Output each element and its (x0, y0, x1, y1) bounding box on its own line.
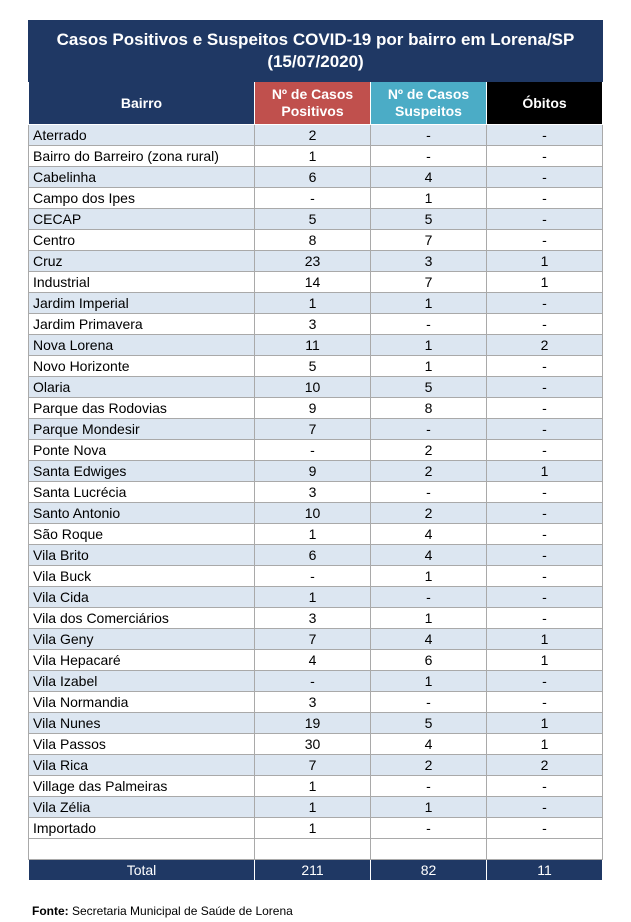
cell-obitos: - (487, 230, 603, 251)
cell-suspeitos: 7 (371, 230, 487, 251)
blank-row (29, 839, 603, 860)
cell-suspeitos: 4 (371, 524, 487, 545)
table-row (29, 503, 603, 524)
cell-obitos: - (487, 167, 603, 188)
table-row (29, 776, 603, 797)
table-row (29, 188, 603, 209)
cell-suspeitos: 1 (371, 293, 487, 314)
cell-obitos: 1 (487, 629, 603, 650)
table-row (29, 650, 603, 671)
header-suspeitos: Nº de Casos Suspeitos (371, 82, 487, 125)
cell-bairro: Village das Palmeiras (29, 776, 255, 797)
cell-bairro: Vila Izabel (29, 671, 255, 692)
cell-suspeitos: 2 (371, 755, 487, 776)
cell-bairro: Vila Buck (29, 566, 255, 587)
table-row (29, 671, 603, 692)
cell-obitos: - (487, 566, 603, 587)
cell-positivos: - (255, 440, 371, 461)
cell-positivos: 2 (255, 125, 371, 146)
cell-obitos: - (487, 776, 603, 797)
cell-obitos: 1 (487, 251, 603, 272)
cell-positivos: 7 (255, 629, 371, 650)
cell-positivos: 7 (255, 755, 371, 776)
cell-suspeitos: 5 (371, 377, 487, 398)
total-obitos: 11 (487, 860, 603, 881)
cell-obitos: 2 (487, 755, 603, 776)
header-bairro: Bairro (29, 82, 255, 125)
table-row (29, 335, 603, 356)
cell-positivos: 11 (255, 335, 371, 356)
cell-bairro: Vila Brito (29, 545, 255, 566)
cell-positivos: 6 (255, 167, 371, 188)
cell-positivos: 1 (255, 524, 371, 545)
cell-suspeitos: 3 (371, 251, 487, 272)
table-row (29, 734, 603, 755)
cell-bairro: Olaria (29, 377, 255, 398)
cell-suspeitos: 2 (371, 461, 487, 482)
cell-bairro: Industrial (29, 272, 255, 293)
cell-bairro: Bairro do Barreiro (zona rural) (29, 146, 255, 167)
cell-positivos: - (255, 566, 371, 587)
cell-bairro: Aterrado (29, 125, 255, 146)
cell-obitos: 1 (487, 713, 603, 734)
cell-positivos: 5 (255, 356, 371, 377)
cell-positivos: 1 (255, 587, 371, 608)
table-row (29, 356, 603, 377)
table-row (29, 419, 603, 440)
cell-bairro: Vila Nunes (29, 713, 255, 734)
total-positivos: 211 (255, 860, 371, 881)
table-row (29, 608, 603, 629)
cell-obitos: 1 (487, 650, 603, 671)
source-label: Fonte: (32, 904, 69, 918)
table-row (29, 587, 603, 608)
table-row (29, 314, 603, 335)
cell-suspeitos: 1 (371, 356, 487, 377)
cell-bairro: Jardim Primavera (29, 314, 255, 335)
table-row (29, 629, 603, 650)
table-row (29, 209, 603, 230)
cell-obitos: 2 (487, 335, 603, 356)
cell-bairro: Vila Rica (29, 755, 255, 776)
table-row (29, 398, 603, 419)
table-row (29, 566, 603, 587)
cell-obitos: - (487, 692, 603, 713)
cell-bairro: Vila Normandia (29, 692, 255, 713)
header-obitos: Óbitos (487, 82, 603, 125)
cell-obitos: 1 (487, 734, 603, 755)
cell-suspeitos: 1 (371, 566, 487, 587)
cell-obitos: - (487, 608, 603, 629)
cell-bairro: Vila dos Comerciários (29, 608, 255, 629)
cell-positivos: 23 (255, 251, 371, 272)
cell-positivos: 8 (255, 230, 371, 251)
covid-table-container (28, 20, 602, 881)
cell-obitos: - (487, 587, 603, 608)
cell-positivos: 10 (255, 503, 371, 524)
cell-obitos: - (487, 125, 603, 146)
table-row (29, 440, 603, 461)
cell-bairro: Santo Antonio (29, 503, 255, 524)
cell-positivos: 1 (255, 293, 371, 314)
cell-positivos: 6 (255, 545, 371, 566)
cell-obitos: - (487, 545, 603, 566)
table-row (29, 713, 603, 734)
cell-positivos: 3 (255, 314, 371, 335)
cell-suspeitos: 4 (371, 167, 487, 188)
source-text: Secretaria Municipal de Saúde de Lorena (72, 904, 293, 918)
cell-positivos: 9 (255, 398, 371, 419)
header-positivos: Nº de Casos Positivos (255, 82, 371, 125)
cell-obitos: - (487, 671, 603, 692)
header-row (29, 82, 603, 125)
source-note (32, 904, 293, 918)
cell-obitos: 1 (487, 461, 603, 482)
cell-positivos: 30 (255, 734, 371, 755)
cell-suspeitos: 8 (371, 398, 487, 419)
cell-obitos: - (487, 419, 603, 440)
cell-obitos: - (487, 503, 603, 524)
cell-positivos: 19 (255, 713, 371, 734)
cell-positivos: 3 (255, 608, 371, 629)
cell-bairro: Cruz (29, 251, 255, 272)
cell-suspeitos: - (371, 419, 487, 440)
cell-bairro: Centro (29, 230, 255, 251)
cell-suspeitos: - (371, 692, 487, 713)
table-row (29, 272, 603, 293)
table-row (29, 482, 603, 503)
table-row (29, 146, 603, 167)
cell-suspeitos: 7 (371, 272, 487, 293)
cell-suspeitos: - (371, 818, 487, 839)
cell-bairro: Santa Lucrécia (29, 482, 255, 503)
cell-suspeitos: - (371, 776, 487, 797)
cell-positivos: 9 (255, 461, 371, 482)
cell-suspeitos: 1 (371, 608, 487, 629)
table-row (29, 692, 603, 713)
table-row (29, 755, 603, 776)
cell-bairro: Vila Cida (29, 587, 255, 608)
cell-bairro: Vila Zélia (29, 797, 255, 818)
cell-obitos: - (487, 293, 603, 314)
cell-bairro: Vila Passos (29, 734, 255, 755)
cell-obitos: - (487, 398, 603, 419)
cell-obitos: - (487, 797, 603, 818)
cell-suspeitos: 1 (371, 335, 487, 356)
cell-obitos: - (487, 482, 603, 503)
cell-suspeitos: 5 (371, 713, 487, 734)
table-row (29, 797, 603, 818)
table-row (29, 524, 603, 545)
table-row (29, 545, 603, 566)
cell-obitos: - (487, 818, 603, 839)
cell-positivos: - (255, 671, 371, 692)
cell-suspeitos: 5 (371, 209, 487, 230)
cell-bairro: Ponte Nova (29, 440, 255, 461)
total-label: Total (29, 860, 255, 881)
cell-positivos: 14 (255, 272, 371, 293)
table-row (29, 377, 603, 398)
cell-bairro: Santa Edwiges (29, 461, 255, 482)
cell-positivos: - (255, 188, 371, 209)
cell-suspeitos: - (371, 314, 487, 335)
cell-bairro: Parque Mondesir (29, 419, 255, 440)
cell-obitos: - (487, 146, 603, 167)
cell-suspeitos: 1 (371, 671, 487, 692)
cell-positivos: 5 (255, 209, 371, 230)
cell-bairro: Parque das Rodovias (29, 398, 255, 419)
cell-obitos: - (487, 377, 603, 398)
cell-bairro: Cabelinha (29, 167, 255, 188)
cell-suspeitos: 6 (371, 650, 487, 671)
total-suspeitos: 82 (371, 860, 487, 881)
cell-bairro: Vila Hepacaré (29, 650, 255, 671)
cell-positivos: 10 (255, 377, 371, 398)
cell-positivos: 3 (255, 692, 371, 713)
cell-bairro: Nova Lorena (29, 335, 255, 356)
cell-positivos: 7 (255, 419, 371, 440)
cell-suspeitos: 1 (371, 797, 487, 818)
cell-suspeitos: 4 (371, 734, 487, 755)
cell-bairro: Importado (29, 818, 255, 839)
cell-positivos: 1 (255, 797, 371, 818)
table-title: Casos Positivos e Suspeitos COVID-19 por bairro em Lorena/SP (15/07/2020) (29, 21, 603, 82)
cell-suspeitos: - (371, 125, 487, 146)
cell-suspeitos: - (371, 482, 487, 503)
cell-suspeitos: 2 (371, 503, 487, 524)
covid-table (28, 20, 603, 881)
cell-bairro: Vila Geny (29, 629, 255, 650)
cell-suspeitos: - (371, 146, 487, 167)
cell-obitos: - (487, 356, 603, 377)
cell-suspeitos: 4 (371, 545, 487, 566)
cell-positivos: 4 (255, 650, 371, 671)
cell-positivos: 1 (255, 776, 371, 797)
cell-bairro: Jardim Imperial (29, 293, 255, 314)
cell-obitos: - (487, 314, 603, 335)
cell-obitos: - (487, 209, 603, 230)
cell-positivos: 1 (255, 146, 371, 167)
cell-bairro: CECAP (29, 209, 255, 230)
table-row (29, 251, 603, 272)
table-row (29, 167, 603, 188)
cell-suspeitos: 1 (371, 188, 487, 209)
cell-suspeitos: 4 (371, 629, 487, 650)
table-row (29, 230, 603, 251)
cell-positivos: 1 (255, 818, 371, 839)
cell-bairro: Novo Horizonte (29, 356, 255, 377)
cell-suspeitos: - (371, 587, 487, 608)
total-row (29, 860, 603, 881)
cell-obitos: - (487, 440, 603, 461)
table-row (29, 461, 603, 482)
cell-bairro: Campo dos Ipes (29, 188, 255, 209)
table-row (29, 293, 603, 314)
cell-obitos: - (487, 524, 603, 545)
table-row (29, 818, 603, 839)
cell-bairro: São Roque (29, 524, 255, 545)
cell-obitos: - (487, 188, 603, 209)
table-body (29, 125, 603, 839)
cell-suspeitos: 2 (371, 440, 487, 461)
cell-positivos: 3 (255, 482, 371, 503)
table-row (29, 125, 603, 146)
cell-obitos: 1 (487, 272, 603, 293)
